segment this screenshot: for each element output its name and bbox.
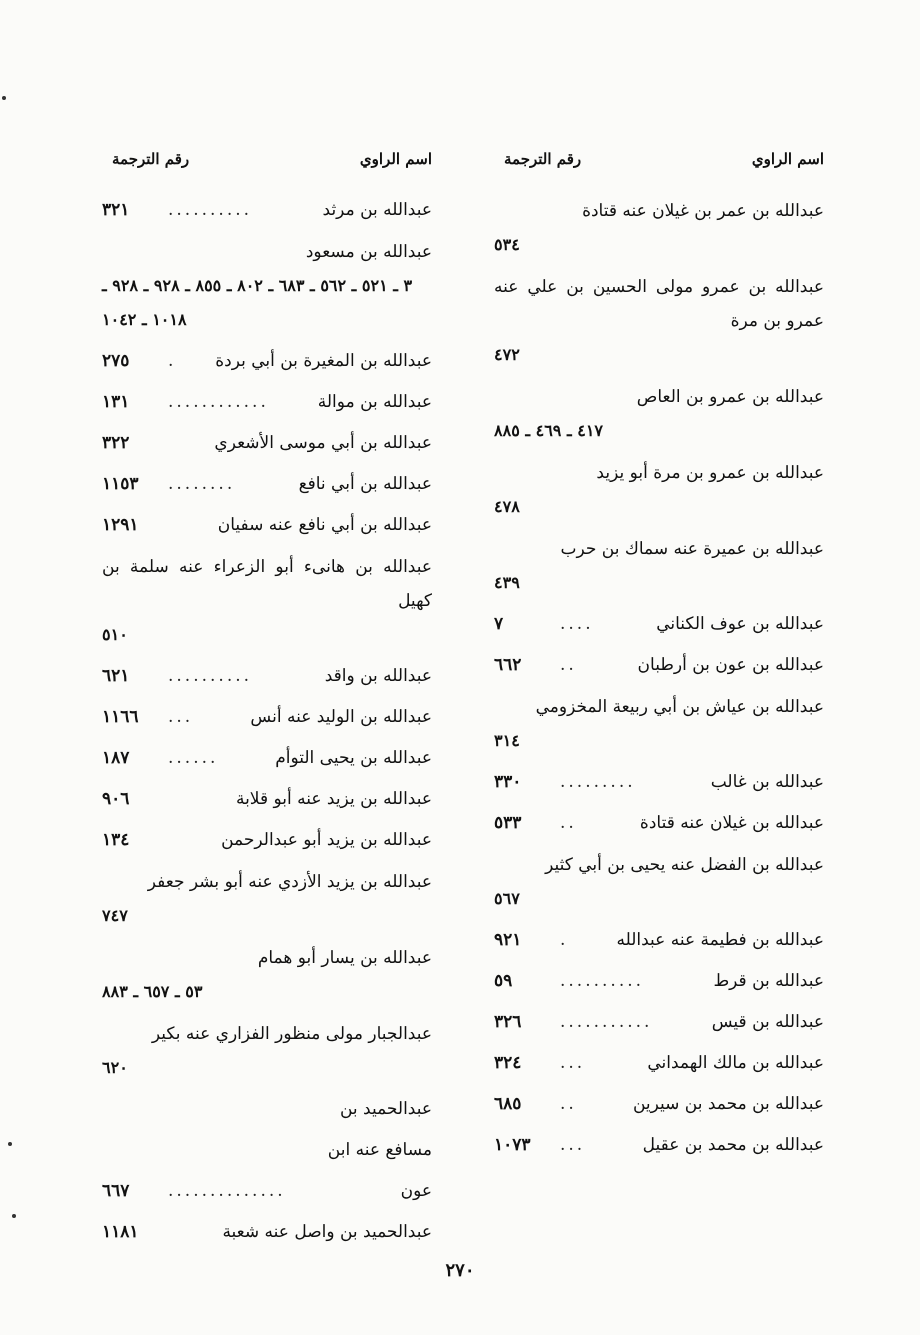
index-entry xyxy=(102,382,432,423)
narrator-name: عبدالله بن المغيرة بن أبي بردة xyxy=(215,351,432,371)
index-entry xyxy=(102,464,432,505)
entry-number: ١٨٧ xyxy=(102,748,130,768)
leader-dots: .............. xyxy=(168,1181,286,1201)
leader-dots: .... xyxy=(560,614,594,634)
index-entry xyxy=(102,546,432,656)
narrator-name: عبدالله بن يزيد الأزدي عنه أبو بشر جعفر xyxy=(147,872,432,892)
narrator-name: عبدالله بن غيلان عنه قتادة xyxy=(639,813,824,833)
index-entry xyxy=(102,1089,432,1212)
entry-number: ٢٧٥ xyxy=(102,351,130,371)
column-header xyxy=(494,150,824,190)
index-entry xyxy=(494,604,824,645)
scan-speck xyxy=(12,1214,16,1218)
narrator-name: عبدالله بن عمرو مولى الحسين بن علي عنه عمرو بن مرة xyxy=(494,277,824,331)
leader-dots: ... xyxy=(560,1053,586,1073)
index-entry xyxy=(102,423,432,464)
entry-number: ٣١٤ xyxy=(494,731,520,750)
narrator-name: عبدالله بن موالة xyxy=(317,392,432,412)
scan-speck xyxy=(8,1142,12,1146)
entry-number: ٦٨٥ xyxy=(494,1094,522,1114)
leader-dots: ... xyxy=(168,707,194,727)
narrator-name: عبدالله بن يحيى التوأم xyxy=(275,748,432,768)
narrator-name: عبدالله بن أبي نافع عنه سفيان xyxy=(217,515,432,535)
entry-number-header: رقم الترجمة xyxy=(504,150,582,168)
narrator-name: عبدالله بن عمرو بن مرة أبو يزيد xyxy=(596,463,824,483)
index-entry xyxy=(494,266,824,376)
narrator-name: عبدالله بن مسعود xyxy=(305,242,432,262)
entry-number: ١١٦٦ xyxy=(102,707,139,727)
narrator-name: عبدالله بن عمرو بن العاص xyxy=(636,387,824,407)
index-entry-list xyxy=(494,190,824,1166)
index-entry xyxy=(102,231,432,341)
index-entry xyxy=(494,190,824,266)
entry-number: ٧ xyxy=(494,614,504,634)
leader-dots: ......... xyxy=(560,772,636,792)
leader-dots: .......... xyxy=(168,200,253,220)
narrator-name: عبدالله بن قيس xyxy=(711,1012,824,1032)
entry-number: ٣٢٢ xyxy=(102,433,130,453)
page-number: ٢٧٠ xyxy=(445,1260,475,1281)
index-entry xyxy=(494,376,824,452)
entry-number: ٥٦٧ xyxy=(494,889,520,908)
narrator-name: عبدالجبار مولى منظور الفزاري عنه بكير xyxy=(151,1024,432,1044)
entry-number: ٧٤٧ xyxy=(102,906,128,925)
index-entry xyxy=(102,1013,432,1089)
narrator-name: عبدالله بن عوف الكناني xyxy=(656,614,824,634)
entry-number: ٩٢١ xyxy=(494,930,522,950)
entry-number: ٤٣٩ xyxy=(494,573,520,592)
leader-dots: ........... xyxy=(560,1012,653,1032)
index-column-left xyxy=(102,150,432,1253)
index-entry xyxy=(494,920,824,961)
leader-dots: .. xyxy=(560,813,577,833)
index-entry xyxy=(102,738,432,779)
narrator-name: عبدالله بن يسار أبو همام xyxy=(257,948,432,968)
narrator-name: عبدالله بن مرثد xyxy=(322,200,432,220)
entry-number: ١٣٤ xyxy=(102,830,130,850)
leader-dots: .......... xyxy=(560,971,645,991)
entry-number: ٤٧٨ xyxy=(494,497,520,516)
index-entry xyxy=(494,961,824,1002)
entry-number: ٣٢١ xyxy=(102,200,130,220)
narrator-name: عبدالله بن فطيمة عنه عبدالله xyxy=(616,930,824,950)
index-entry xyxy=(102,697,432,738)
entry-number: ٦٦٧ xyxy=(102,1181,130,1201)
index-entry xyxy=(494,1043,824,1084)
index-entry xyxy=(102,1212,432,1253)
narrator-name: عبدالله بن غالب xyxy=(710,772,824,792)
leader-dots: .......... xyxy=(168,666,253,686)
narrator-name: عبدالله بن عميرة عنه سماك بن حرب xyxy=(560,539,824,559)
entry-number: ١١٥٣ xyxy=(102,474,139,494)
index-entry xyxy=(102,341,432,382)
narrator-name: عبدالله بن محمد بن سيرين xyxy=(632,1094,824,1114)
narrator-name: عبدالحميد بن واصل عنه شعبة xyxy=(222,1222,432,1242)
column-header xyxy=(102,150,432,190)
entry-number: ٥٣٣ xyxy=(494,813,522,833)
entry-number: ٣٢٦ xyxy=(494,1012,522,1032)
leader-dots: .. xyxy=(560,1094,577,1114)
entry-number: ٥٩ xyxy=(494,971,513,991)
entry-number: ٤١٧ ـ ٤٦٩ ـ ٨٨٥ xyxy=(494,421,603,440)
narrator-name: عبدالله بن عياش بن أبي ربيعة المخزومي xyxy=(535,697,824,717)
scan-speck xyxy=(2,96,6,100)
entry-number: ٤٧٢ xyxy=(494,345,520,364)
narrator-name: عبدالله بن محمد بن عقيل xyxy=(642,1135,824,1155)
entry-number: ٩٠٦ xyxy=(102,789,130,809)
entry-number: ٥١٠ xyxy=(102,625,128,644)
entry-number: ٣٢٤ xyxy=(494,1053,522,1073)
index-entry xyxy=(494,452,824,528)
narrator-name: عبدالله بن عون بن أرطبان xyxy=(637,655,824,675)
entry-number: ٣ ـ ٥٢١ ـ ٥٦٢ ـ ٦٨٣ ـ ٨٠٢ ـ ٨٥٥ ـ ٩٢٨ ـ ٩٢٨ ـ ١٠١٨ ـ ١٠٤٢ xyxy=(102,276,413,329)
narrator-name: عبدالله بن مالك الهمداني xyxy=(647,1053,824,1073)
index-entry xyxy=(102,937,432,1013)
narrator-name: عبدالله بن هانىء أبو الزعراء عنه سلمة بن كهيل xyxy=(102,557,432,611)
narrator-name: عبدالله بن واقد xyxy=(324,666,432,686)
entry-number: ٥٣٤ xyxy=(494,235,520,254)
index-column-right xyxy=(494,150,824,1166)
index-entry xyxy=(102,820,432,861)
narrator-name-header: اسم الراوي xyxy=(751,150,824,168)
narrator-name: عبدالله بن أبي موسى الأشعري xyxy=(214,433,432,453)
narrator-name: عبدالله بن الفضل عنه يحيى بن أبي كثير xyxy=(545,855,824,875)
entry-number: ٦٢١ xyxy=(102,666,130,686)
index-entry xyxy=(102,505,432,546)
index-entry xyxy=(102,190,432,231)
index-entry xyxy=(494,762,824,803)
leader-dots: ............ xyxy=(168,392,269,412)
narrator-name: عبدالله بن الوليد عنه أنس xyxy=(250,707,432,727)
entry-number: ٦٦٢ xyxy=(494,655,522,675)
entry-number-header: رقم الترجمة xyxy=(112,150,190,168)
narrator-name: عبدالله بن يزيد أبو عبدالرحمن xyxy=(221,830,432,850)
narrator-name: عبدالله بن أبي نافع xyxy=(298,474,432,494)
index-entry xyxy=(494,1125,824,1166)
leader-dots: ...... xyxy=(168,748,219,768)
index-entry xyxy=(102,656,432,697)
entry-number: ٣٣٠ xyxy=(494,772,522,792)
index-entry xyxy=(102,861,432,937)
leader-dots: ... xyxy=(560,1135,586,1155)
entry-number: ١٣١ xyxy=(102,392,130,412)
leader-dots: .. xyxy=(560,655,577,675)
narrator-name: عبدالله بن عمر بن غيلان عنه قتادة xyxy=(582,201,824,221)
narrator-name: عبدالله بن قرط xyxy=(713,971,824,991)
entry-number: ١٠٧٣ xyxy=(494,1135,531,1155)
entry-number: ١١٨١ xyxy=(102,1222,139,1242)
index-entry xyxy=(494,645,824,686)
index-entry xyxy=(494,1002,824,1043)
index-entry xyxy=(102,779,432,820)
narrator-name: عبدالله بن يزيد عنه أبو قلابة xyxy=(235,789,432,809)
leader-dots: . xyxy=(168,351,177,371)
index-entry xyxy=(494,686,824,762)
index-entry xyxy=(494,803,824,844)
leader-dots: . xyxy=(560,930,569,950)
index-entry xyxy=(494,844,824,920)
narrator-name-header: اسم الراوي xyxy=(359,150,432,168)
entry-number: ١٢٩١ xyxy=(102,515,139,535)
entry-number: ٥٣ ـ ٦٥٧ ـ ٨٨٣ xyxy=(102,982,203,1001)
index-entry xyxy=(494,1084,824,1125)
index-entry-list xyxy=(102,190,432,1253)
leader-dots: ........ xyxy=(168,474,236,494)
index-entry xyxy=(494,528,824,604)
entry-number: ٦٢٠ xyxy=(102,1058,128,1077)
narrator-name: عبدالحميد بن مسافع عنه ابن عون xyxy=(327,1099,432,1201)
